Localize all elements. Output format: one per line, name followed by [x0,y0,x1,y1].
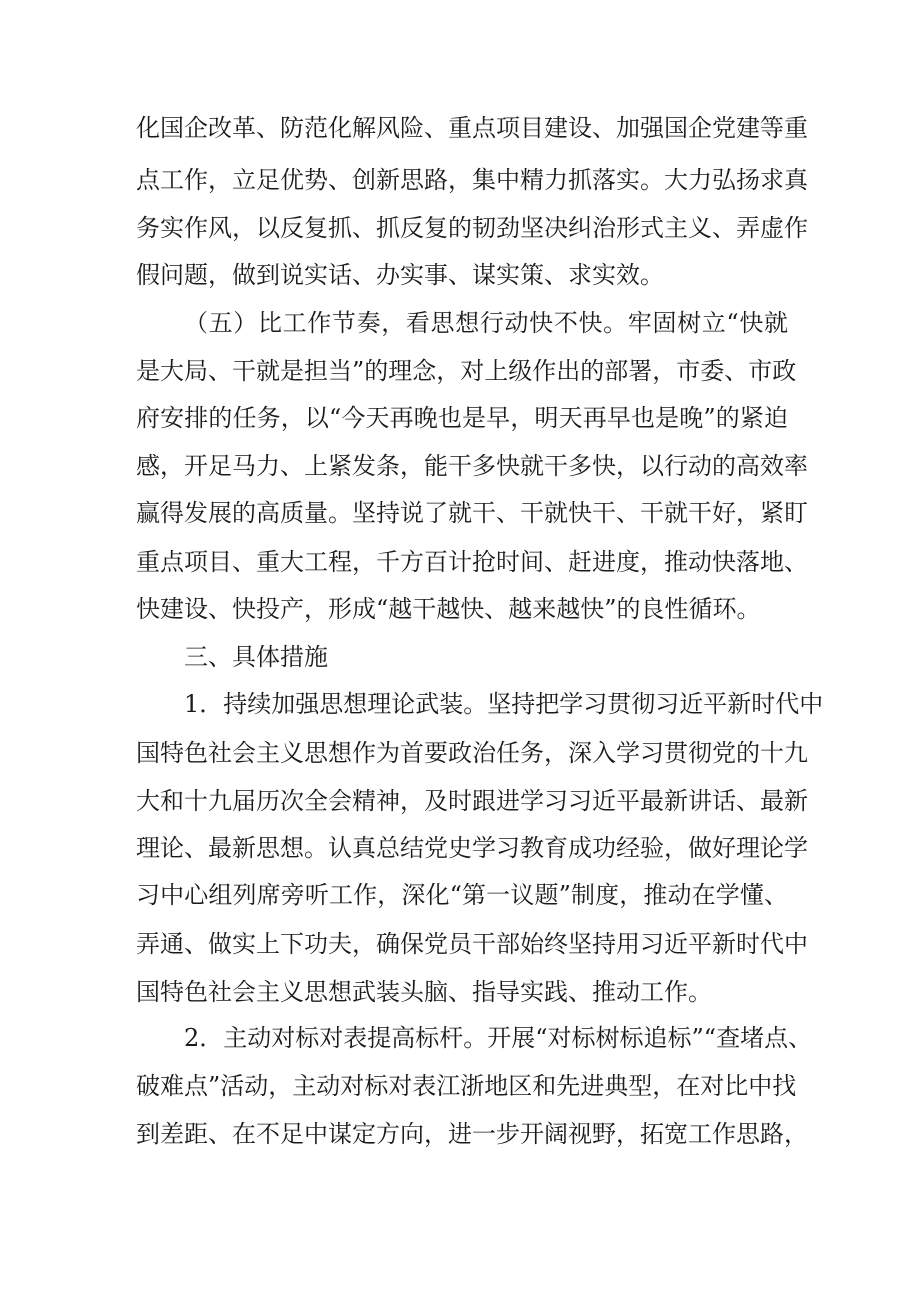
text-line: 快建设、快投产，形成“越干越快、越来越快”的良性循环。 [136,595,761,623]
text-line: 弄通、做实上下功夫，确保党员干部始终坚持用习近平新时代中 [136,930,808,958]
text-line: 点工作，立足优势、创新思路，集中精力抓落实。大力弘扬求真 [136,166,808,194]
text-line: 感，开足马力、上紧发条，能干多快就干多快，以行动的高效率 [136,452,808,480]
text-line: 大和十九届历次全会精神，及时跟进学习习近平最新讲话、最新 [136,787,808,815]
section-heading: 三、具体措施 [184,643,328,671]
text-line: 重点项目、重大工程，千方百计抢时间、赶进度，推动快落地、 [136,548,808,576]
text-line: 习中心组列席旁听工作，深化“第一议题”制度，推动在学懂、 [136,881,788,909]
text-line: 国特色社会主义思想作为首要政治任务，深入学习贯彻党的十九 [136,739,808,767]
text-line: 理论、最新思想。认真总结党史学习教育成功经验，做好理论学 [136,834,808,862]
paragraph-heading-line: （五）比工作节奏，看思想行动快不快。牢固树立“快就 [184,309,788,337]
paragraph-heading-line: 1．持续加强思想理论武装。坚持把学习贯彻习近平新时代中 [184,690,824,718]
paragraph-heading-line: 2．主动对标对表提高标杆。开展“对标树标追标”“查堵点、 [184,1024,813,1052]
text-line: 务实作风，以反复抓、抓反复的韧劲坚决纠治形式主义、弄虚作 [136,214,808,242]
text-line: 国特色社会主义思想武装头脑、指导实践、推动工作。 [136,978,712,1006]
text-line: 化国企改革、防范化解风险、重点项目建设、加强国企党建等重 [136,114,808,142]
text-line: 破难点”活动，主动对标对表江浙地区和先进典型，在对比中找 [136,1072,797,1100]
text-line: 到差距、在不足中谋定方向，进一步开阔视野，拓宽工作思路， [136,1120,808,1148]
text-line: 赢得发展的高质量。坚持说了就干、干就快干、干就干好，紧盯 [136,499,808,527]
text-line: 假问题，做到说实话、办实事、谋实策、求实效。 [136,261,664,289]
text-line: 是大局、干就是担当”的理念，对上级作出的部署，市委、市政 [136,357,797,385]
text-line: 府安排的任务，以“今天再晚也是早，明天再早也是晚”的紧迫 [136,404,788,432]
